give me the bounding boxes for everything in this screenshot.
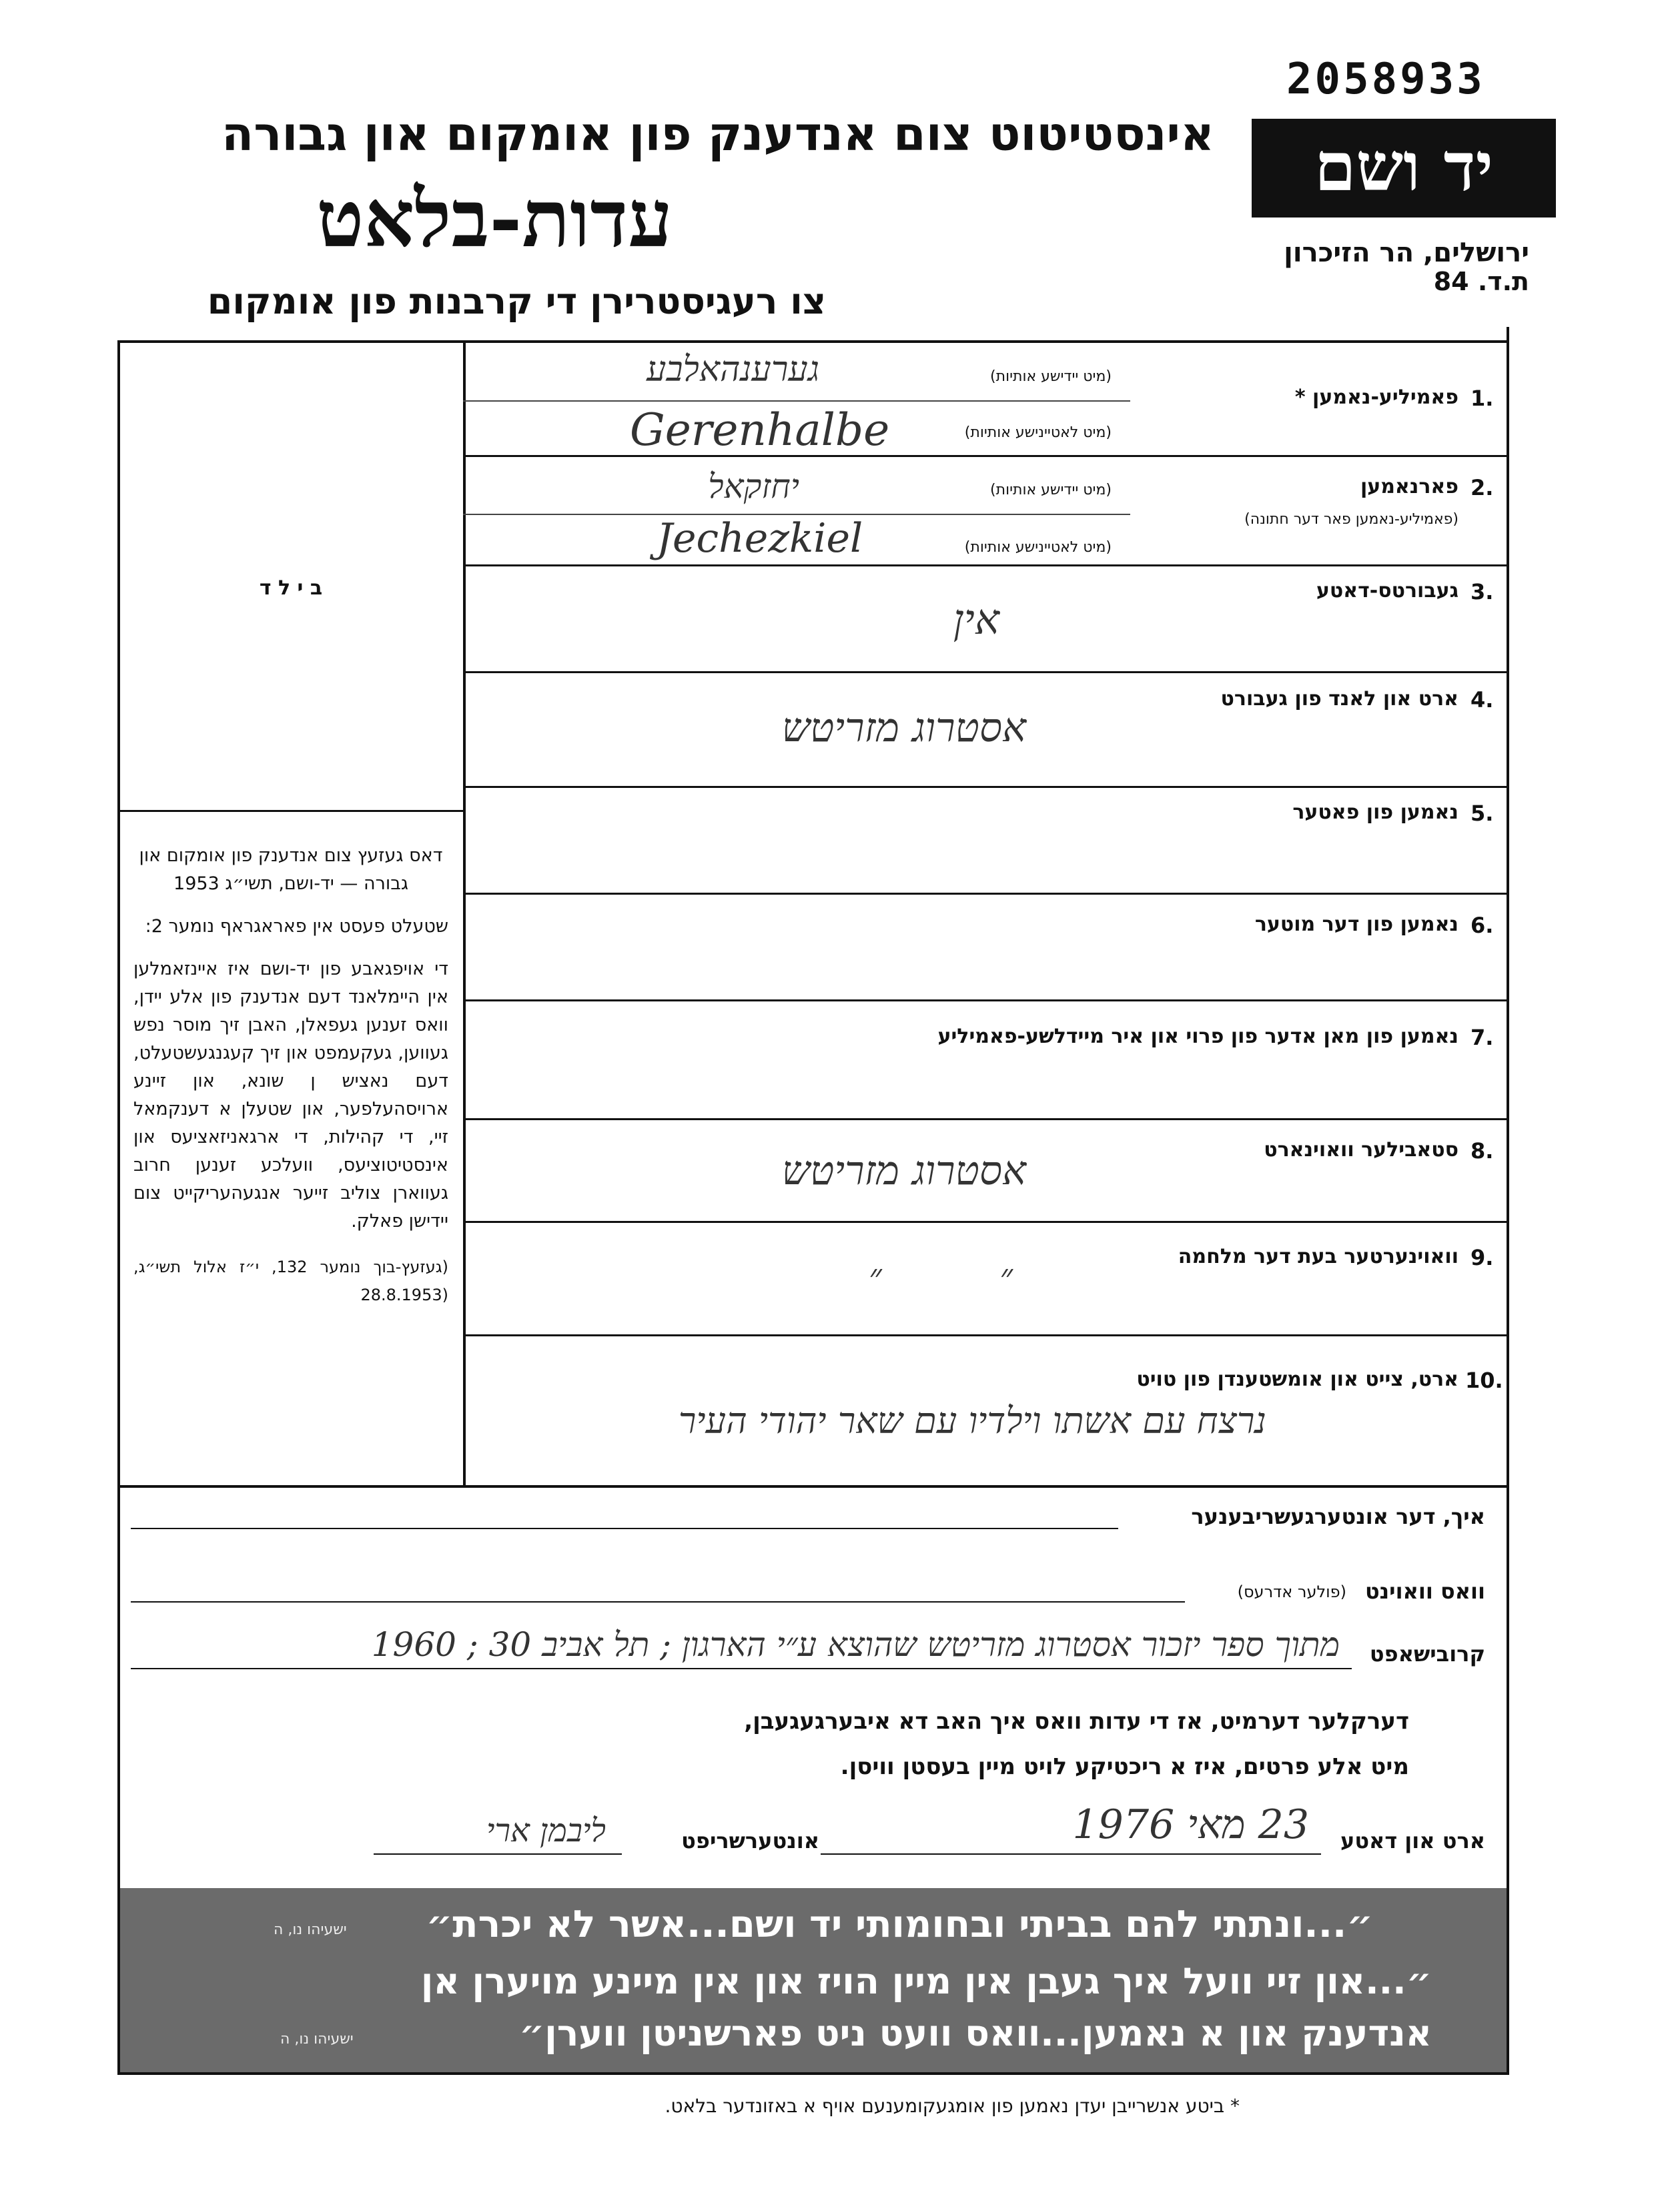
witness-relation-label: קרובישאפט <box>1369 1641 1485 1667</box>
form-bottom-border <box>117 2072 1509 2075</box>
field-2-label: פארנאמען <box>1360 475 1458 498</box>
field-4-number: 4. <box>1471 687 1494 713</box>
row-sep-4 <box>463 671 1508 673</box>
witness-relation-line <box>131 1668 1352 1669</box>
field-5-label: נאמען פון פאטער <box>1292 801 1458 824</box>
field-8-number: 8. <box>1471 1138 1494 1164</box>
field-8-value[interactable]: אסטרוג מזריטש <box>781 1148 1026 1194</box>
law-text-intro: דאס געזעץ צום אנדענק פון אומקום און גבורה — יד-ושם, תשי״ג 1953 <box>139 845 443 894</box>
photo-column-divider <box>463 340 466 1485</box>
witness-address-line[interactable] <box>131 1601 1185 1603</box>
banner-line-3: אנדענק און א נאמען...וואס וועט ניט פארשניטן ווערן״ <box>518 2012 1432 2054</box>
row1-yiddish-line <box>463 400 1130 402</box>
field-6-label: נאמען פון דער מוטער <box>1254 913 1458 936</box>
document-number: 2058933 <box>1286 55 1485 104</box>
place-date-label: ארט און דאטע <box>1340 1828 1485 1853</box>
page-title: עדות-בלאט <box>316 172 673 265</box>
banner-ref-1: ישעיהו נו, ה <box>274 1921 347 1938</box>
field-3-number: 3. <box>1471 579 1494 604</box>
field-2-value-latin[interactable]: Jechezkiel <box>657 515 863 562</box>
row-sep-2 <box>463 455 1508 457</box>
field-8-label: סטאבילער וואוינארט <box>1264 1138 1458 1162</box>
law-text-paragraph-ref: שטעלט פעסט אין פאראגראף נומער 2: <box>145 916 448 937</box>
witness-address-label: וואס וואוינט <box>1364 1579 1485 1604</box>
place-date-line <box>821 1853 1321 1855</box>
law-text-body: די אויפגאבע פון יד-ושם איז איינזאמלען אין היימלאנד דעם אנדענק פון אלע יידן, וואס זענען געפאלן, האבן זיך מוסר נפש געווען, געקעמפט און זיך קעגנגעשטעלט, דעם נאציש ן שונא, און זיינע ארויסהעלפער, און שטעלן א דענקמאל זיי, די קהילות, די ארגאניזאציעס און אינסטיטוציעס, וועלכע זענען חרוב געווארן צוליב זייער אנגעהעריקייט צום יידישן פאלק. <box>133 959 448 1232</box>
field-1-sub-latin: (מיט לאטיינישע אותיות) <box>964 424 1112 441</box>
logo-text: יד ושם <box>1314 127 1493 206</box>
form-right-border <box>1507 327 1509 2075</box>
yad-vashem-logo <box>1252 119 1556 217</box>
witness-i-label: איך, דער אונטערגעשריבענער <box>1191 1504 1485 1529</box>
signature-label: אונטערשריפט <box>681 1828 819 1853</box>
field-10-label: ארט, צייט און אומשטענדן פון טויט <box>1136 1368 1458 1391</box>
field-2-sub-latin: (מיט לאטיינישע אותיות) <box>964 539 1112 556</box>
declaration-line-2: מיט אלע פרטים, איז א ריכטיקע לויט מיין בעסטן וויסן. <box>840 1753 1409 1780</box>
field-9-value[interactable]: ״ ״ <box>868 1257 1013 1297</box>
photo-box-bottom <box>120 810 463 812</box>
quote-banner <box>120 1888 1507 2072</box>
field-7-number: 7. <box>1471 1025 1494 1050</box>
field-2-number: 2. <box>1471 475 1494 500</box>
field-7-label: נאמען פון מאן אדער פון פרוי און איר מיידלשע-פאמיליע <box>937 1025 1458 1048</box>
witness-relation-value[interactable]: מתוך ספר יזכור אסטרוג מזריטש שהוצא ע״י הארגון ; תל אביב 30 ; 1960 <box>371 1625 1340 1664</box>
banner-ref-2: ישעיהו נו, ה <box>280 2031 354 2048</box>
field-1-value-yiddish[interactable]: גערענהאלבע <box>647 350 819 390</box>
row-sep-9 <box>463 1221 1508 1223</box>
photo-area <box>120 343 462 810</box>
witness-address-note: (פולער אדרעס) <box>1237 1583 1346 1601</box>
row-sep-6 <box>463 893 1508 895</box>
row-sep-7 <box>463 999 1508 1001</box>
field-9-number: 9. <box>1471 1245 1494 1270</box>
witness-name-line[interactable] <box>131 1528 1118 1529</box>
place-date-value[interactable]: 23 מאי 1976 <box>1072 1801 1309 1848</box>
signature-value[interactable]: ליבמן ארי <box>486 1812 606 1849</box>
address-line-2: ת.ד. 84 <box>1433 267 1529 296</box>
page-subtitle: צו רעגיסטרירן די קרבנות פון אומקום <box>207 280 826 322</box>
signature-line <box>374 1853 622 1855</box>
field-4-label: ארט און לאנד פון געבורט <box>1220 687 1458 711</box>
field-1-value-latin[interactable]: Gerenhalbe <box>630 404 890 456</box>
law-text <box>133 842 448 1309</box>
field-10-number: 10. <box>1465 1368 1503 1393</box>
institute-title: אינסטיטוט צום אנדענק פון אומקום און גבורה <box>222 107 1214 161</box>
field-6-number: 6. <box>1471 913 1494 938</box>
row-sep-10 <box>463 1334 1508 1336</box>
field-2-value-yiddish[interactable]: יחזקאל <box>708 467 799 506</box>
banner-line-1: ״...ונתתי להם בביתי ובחומותי יד ושם...אשר לא יכרת״ <box>426 1903 1373 1946</box>
field-3-label: געבורטס-דאטע <box>1316 579 1458 602</box>
field-1-number: 1. <box>1471 386 1494 411</box>
field-4-value[interactable]: אסטרוג מזריטש <box>781 705 1026 751</box>
field-1-sub-yiddish: (מיט יידישע אותיות) <box>990 368 1112 385</box>
row-sep-8 <box>463 1118 1508 1120</box>
address-line-1: ירושלים, הר הזיכרון <box>1284 238 1529 268</box>
field-1-label: פאמיליע-נאמען * <box>1294 386 1458 409</box>
footnote: * ביטע אנשרייבן יעדן נאמען פון אומגעקומענעם אויף א באזונדער בלאט. <box>665 2095 1240 2117</box>
field-9-label: וואוינערטער בעת דער מלחמה <box>1178 1245 1458 1268</box>
field-2-sub-note: (פאמיליע-נאמען פאר דער חתונה) <box>1244 511 1458 528</box>
form-middle-border <box>117 1485 1509 1488</box>
banner-line-2: ״...און זיי וועל איך געבן אין מיין הויז און אין מיינע מויערן אן <box>420 1960 1432 2002</box>
declaration-line-1: דערקלער דערמיט, אז די עדות וואס איך האב דא איבערגעגעבן, <box>744 1708 1409 1735</box>
photo-label: ב י ל ד <box>259 576 323 600</box>
field-10-value[interactable]: נרצח עם אשתו וילדיו עם שאר יהודי העיר <box>678 1400 1266 1442</box>
field-5-number: 5. <box>1471 801 1494 826</box>
field-3-value[interactable]: אין <box>953 595 999 644</box>
row-sep-5 <box>463 786 1508 788</box>
law-text-citation: (געזעץ-בוך נומער 132, י״ז אלול תשי״ג, (28.8.1953 <box>133 1258 448 1304</box>
field-2-sub-yiddish: (מיט יידישע אותיות) <box>990 482 1112 498</box>
row-sep-3 <box>463 564 1508 566</box>
